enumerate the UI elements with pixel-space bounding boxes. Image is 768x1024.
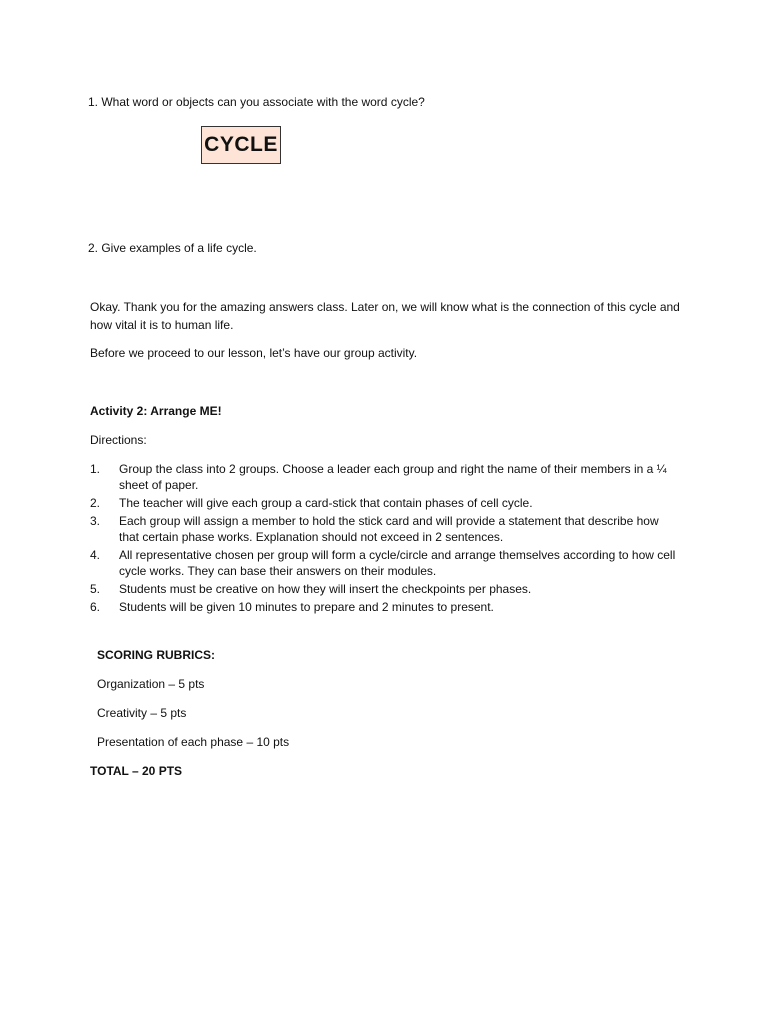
list-number: 5.	[90, 582, 101, 596]
activity-title: Activity 2: Arrange ME!	[90, 404, 222, 418]
rubric-total: TOTAL – 20 PTS	[90, 764, 183, 778]
list-item	[90, 581, 680, 597]
transition-paragraph: Before we proceed to our lesson, let’s have our group activity.	[90, 346, 418, 360]
directions-list	[90, 461, 680, 617]
list-text: Students will be given 10 minutes to prepare and 2 minutes to present.	[119, 600, 494, 614]
list-text: Group the class into 2 groups. Choose a leader each group and right the name of their members in a ¼ sheet of paper.	[119, 462, 667, 492]
list-number: 1.	[90, 462, 101, 476]
question-2: 2. Give examples of a life cycle.	[88, 241, 257, 255]
list-number: 2.	[90, 496, 101, 510]
rubric-item-creativity: Creativity – 5 pts	[97, 706, 187, 720]
list-text: All representative chosen per group will form a cycle/circle and arrange themselves according to how cell cycle works. They can base their answers on their modules.	[119, 548, 676, 578]
cycle-word-box: CYCLE	[201, 126, 281, 164]
list-item	[90, 599, 680, 615]
list-number: 3.	[90, 514, 101, 528]
rubric-item-presentation: Presentation of each phase – 10 pts	[97, 735, 290, 749]
list-number: 6.	[90, 600, 101, 614]
list-text: The teacher will give each group a card-stick that contain phases of cell cycle.	[119, 496, 533, 510]
list-item	[90, 547, 680, 579]
list-item	[90, 513, 680, 545]
list-item	[90, 495, 680, 511]
question-1: 1. What word or objects can you associate with the word cycle?	[88, 95, 425, 109]
intro-paragraph: Okay. Thank you for the amazing answers class. Later on, we will know what is the connection of this cycle and how vital it is to human life.	[90, 300, 680, 332]
list-item	[90, 461, 680, 493]
rubric-item-organization: Organization – 5 pts	[97, 677, 205, 691]
rubrics-heading: SCORING RUBRICS:	[97, 648, 216, 662]
list-text: Students must be creative on how they will insert the checkpoints per phases.	[119, 582, 532, 596]
directions-label: Directions:	[90, 433, 147, 447]
list-number: 4.	[90, 548, 101, 562]
list-text: Each group will assign a member to hold the stick card and will provide a statement that describe how that certain phase works. Explanation should not exceed in 2 sentences.	[119, 514, 659, 544]
